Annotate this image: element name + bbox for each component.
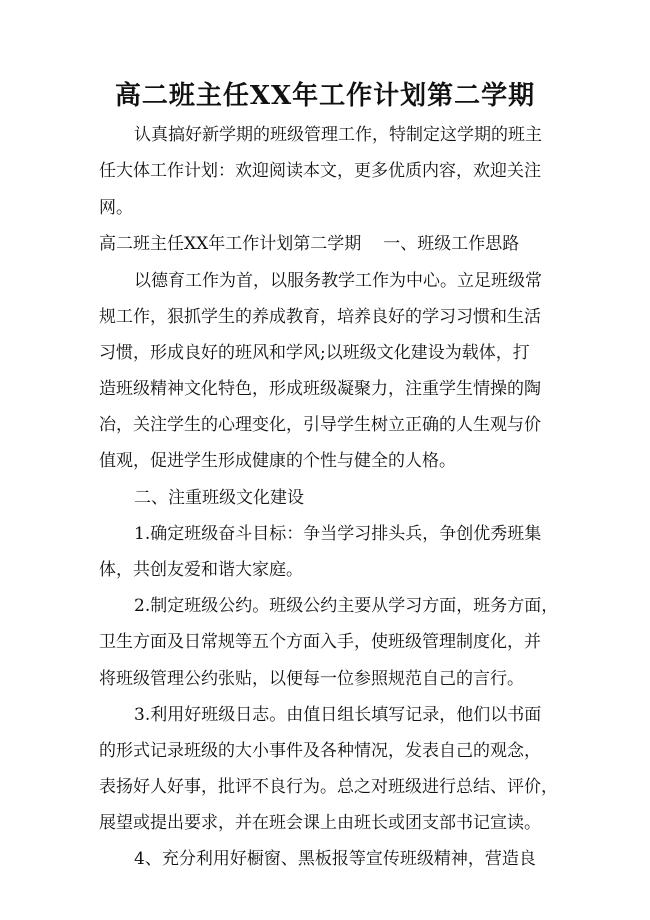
paragraph-1-line-4: 造班级精神文化特色，形成班级凝聚力，注重学生情操的陶: [99, 379, 541, 399]
item-3-line-3: 表扬好人好事，批评不良行为。总之对班级进行总结、评价，: [99, 777, 558, 797]
item-1-line-2: 体，共创友爱和谐大家庭。: [99, 560, 303, 580]
paragraph-1-line-2: 规工作，狠抓学生的养成教育，培养良好的学习习惯和生活: [99, 307, 541, 327]
item-2-line-1: 2.制定班级公约。班级公约主要从学习方面，班务方面，: [134, 596, 559, 616]
paragraph-1-line-6: 值观，促进学生形成健康的个性与健全的人格。: [99, 451, 456, 471]
paragraph-1-line-5: 冶，关注学生的心理变化，引导学生树立正确的人生观与价: [99, 415, 541, 435]
item-2-line-2: 卫生方面及日常规等五个方面入手，使班级管理制度化，并: [99, 632, 541, 652]
document-title: 高二班主任XX年工作计划第二学期: [114, 81, 536, 111]
item-3-line-2: 的形式记录班级的大小事件及各种情况，发表自己的观念，: [99, 741, 541, 761]
heading-line: [99, 232, 519, 256]
section-2-heading: 二、注重班级文化建设: [134, 488, 304, 508]
paragraph-1-line-1: 以德育工作为首，以服务教学工作为中心。立足班级常: [134, 271, 542, 291]
intro-line-2: 任大体工作计划：欢迎阅读本文，更多优质内容，欢迎关注: [99, 161, 541, 181]
item-2-line-3: 将班级管理公约张贴，以便每一位参照规范自己的言行。: [99, 669, 524, 689]
item-3-line-1: 3.利用好班级日志。由值日组长填写记录，他们以书面: [134, 705, 542, 725]
heading-line-title: 高二班主任XX年工作计划第二学期: [99, 234, 362, 254]
item-1-line-1: 1.确定班级奋斗目标：争当学习排头兵，争创优秀班集: [134, 524, 542, 544]
paragraph-1-line-3: 习惯，形成良好的班风和学风;以班级文化建设为载体，打: [99, 343, 530, 363]
intro-line-3: 网。: [99, 198, 133, 218]
intro-line-1: 认真搞好新学期的班级管理工作，特制定这学期的班主: [134, 125, 542, 145]
section-1-heading: 一、班级工作思路: [383, 234, 520, 254]
item-4-line-1: 4、充分利用好橱窗、黑板报等宣传班级精神，营造良: [134, 849, 536, 869]
item-3-line-4: 展望或提出要求，并在班会课上由班长或团支部书记宣读。: [99, 813, 541, 833]
